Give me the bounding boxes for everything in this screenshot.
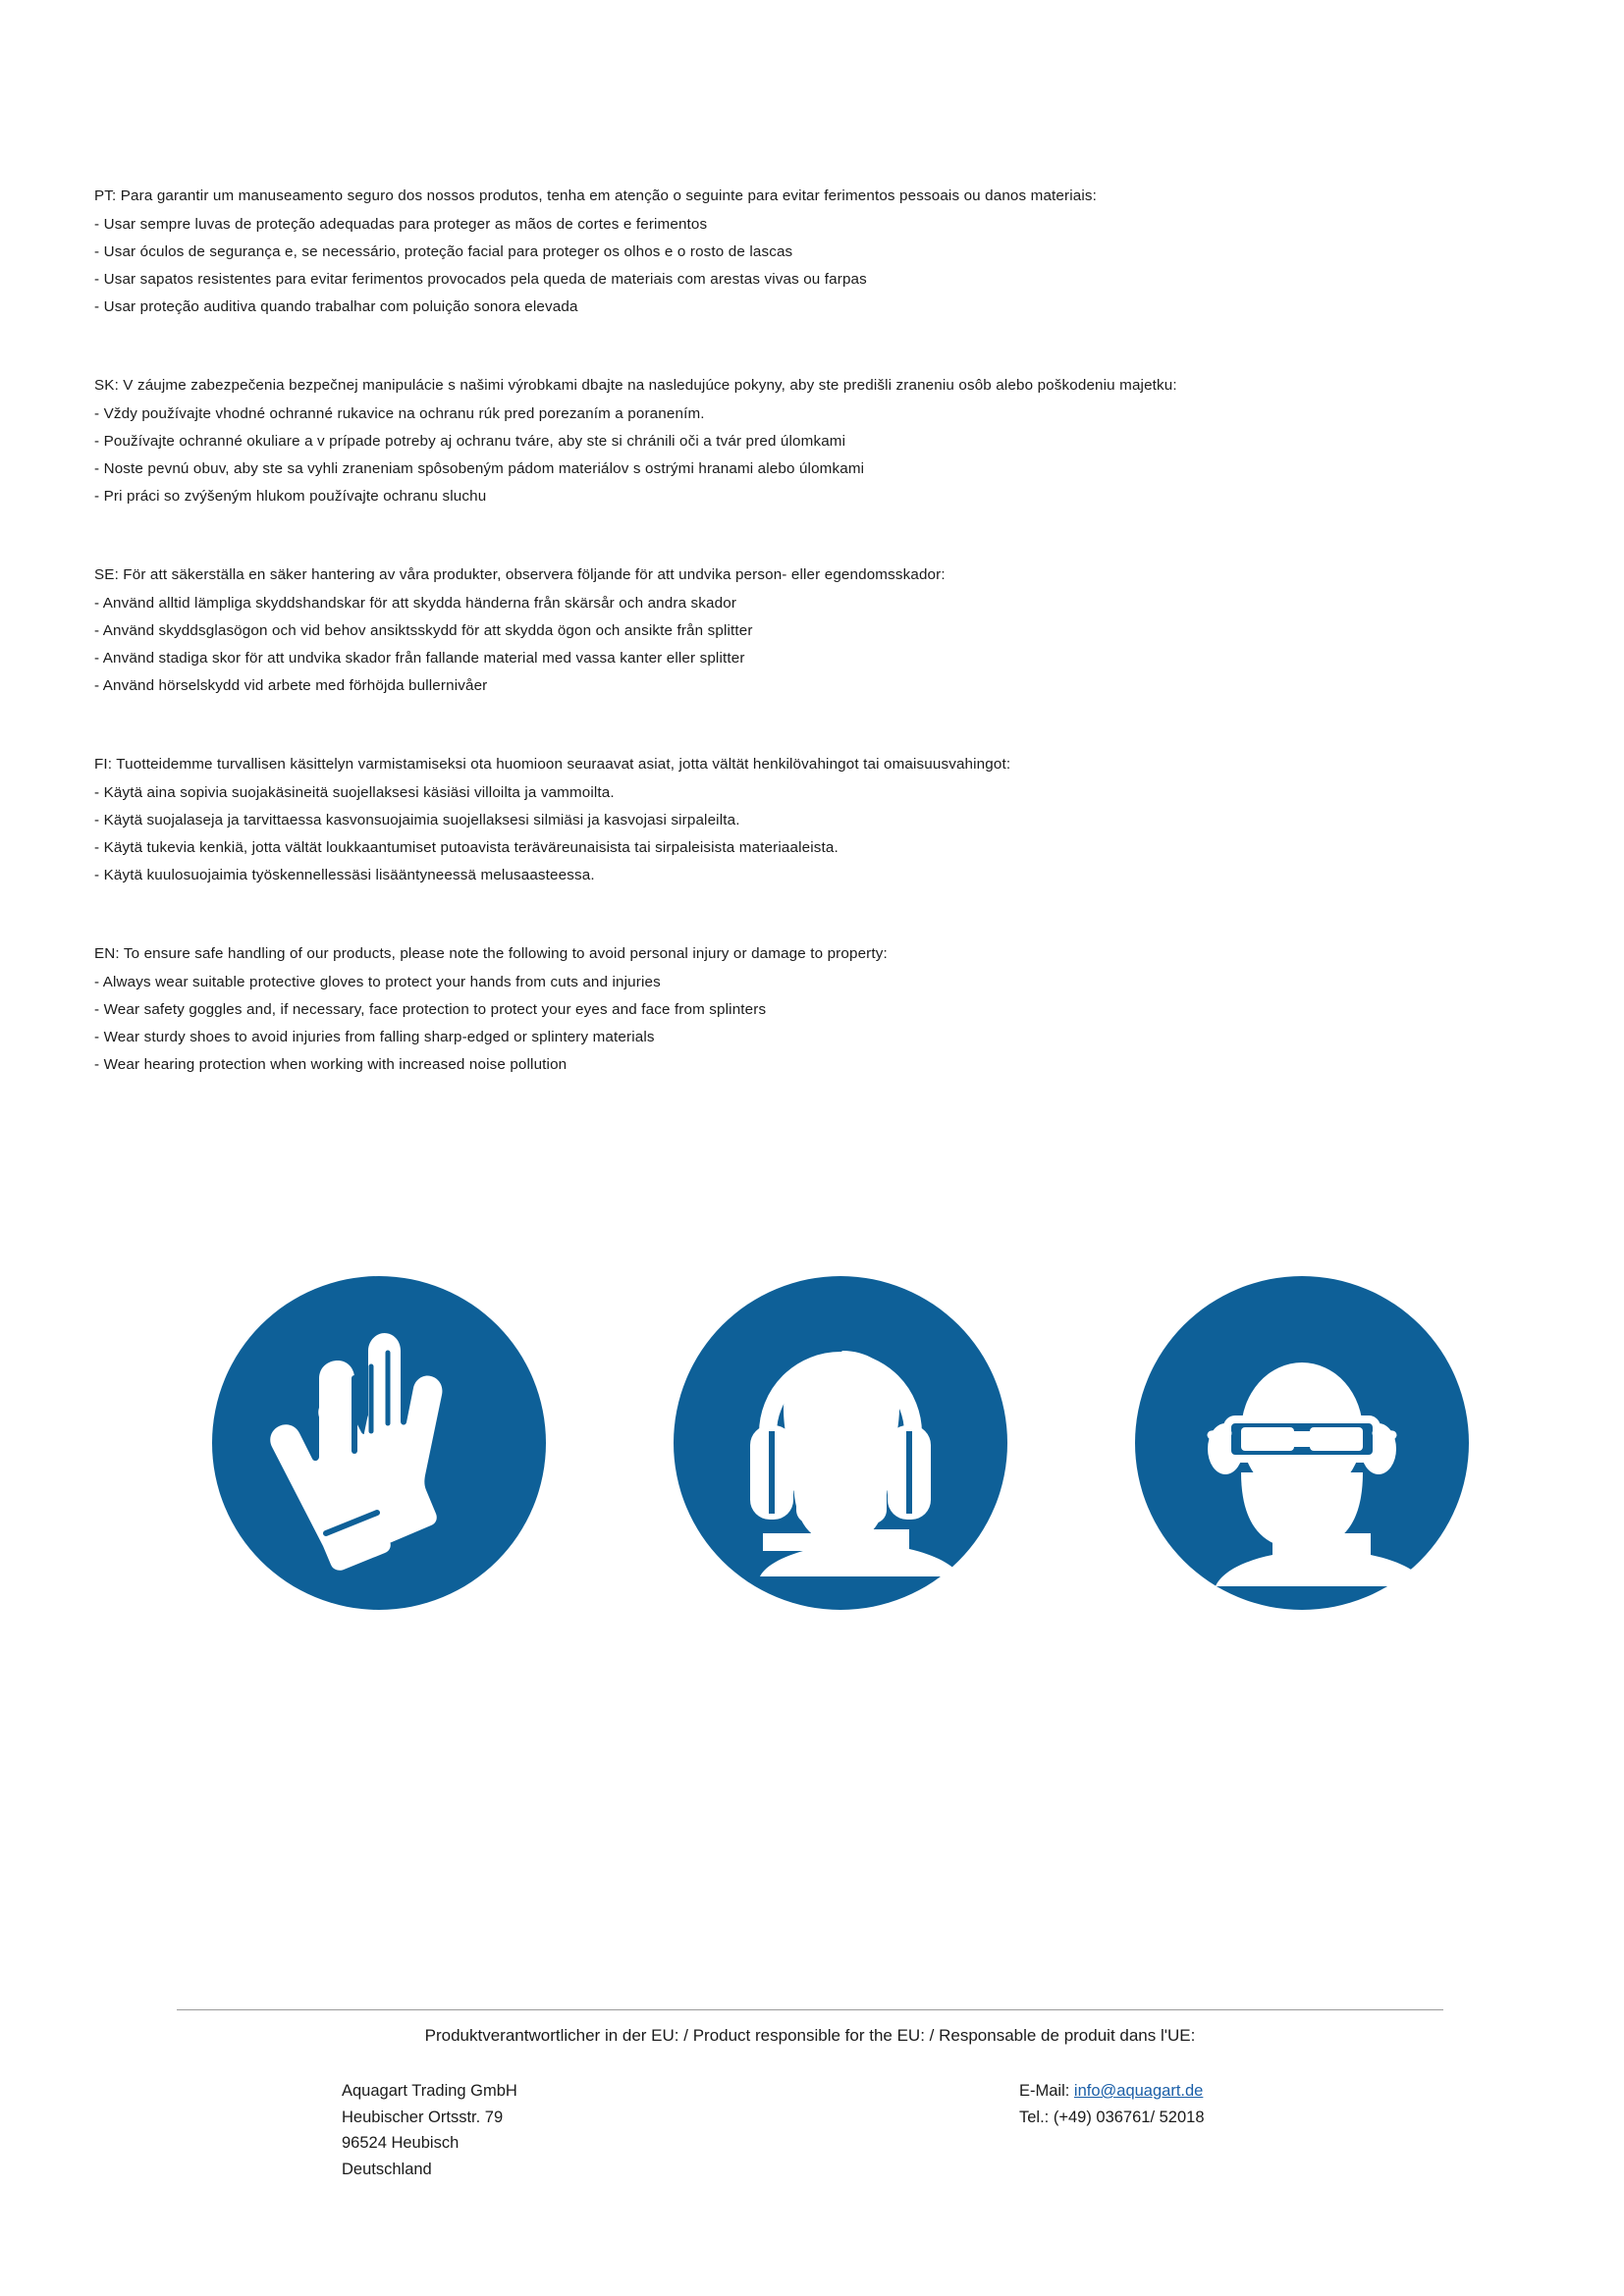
language-bullet-pt-4: - Usar proteção auditiva quando trabalhar com poluição sonora elevada bbox=[94, 298, 578, 315]
email-label: E-Mail: bbox=[1019, 2082, 1074, 2100]
language-bullet-se-2: - Använd skyddsglasögon och vid behov ansiktsskydd för att skydda ögon och ansikte från splitter bbox=[94, 622, 753, 639]
company-country: Deutschland bbox=[342, 2160, 432, 2178]
language-bullet-se-4: - Använd hörselskydd vid arbete med förhöjda bullernivåer bbox=[94, 677, 488, 694]
language-bullet-pt-3: - Usar sapatos resistentes para evitar ferimentos provocados pela queda de materiais com arestas vivas ou farpas bbox=[94, 271, 867, 288]
language-block-se bbox=[94, 561, 1489, 700]
footer-title: Produktverantwortlicher in der EU: / Product responsible for the EU: / Responsable de produit dans l'UE: bbox=[424, 2026, 1196, 2045]
pictogram-row bbox=[94, 1276, 1489, 1629]
language-bullet-fi-1: - Käytä aina sopivia suojakäsineitä suojellaksesi käsiäsi villoilta ja vammoilta. bbox=[94, 784, 615, 801]
language-block-fi bbox=[94, 751, 1489, 889]
company-address bbox=[342, 2078, 1019, 2182]
language-bullet-en-3: - Wear sturdy shoes to avoid injuries from falling sharp-edged or splintery materials bbox=[94, 1029, 655, 1045]
wear-ear-protection-pictogram bbox=[674, 1276, 1007, 1610]
language-block-sk bbox=[94, 372, 1489, 510]
language-heading-se: SE: För att säkerställa en säker hantering av våra produkter, observera följande för att undvika person- eller egendomsskador: bbox=[94, 566, 946, 583]
language-bullet-en-2: - Wear safety goggles and, if necessary, face protection to protect your eyes and face from splinters bbox=[94, 1001, 767, 1018]
language-bullet-pt-2: - Usar óculos de segurança e, se necessário, proteção facial para proteger os olhos e o rosto de lascas bbox=[94, 243, 793, 260]
language-heading-pt: PT: Para garantir um manuseamento seguro dos nossos produtos, tenha em atenção o seguinte para evitar ferimentos pessoais ou danos materiais: bbox=[94, 187, 1097, 204]
language-bullet-pt-1: - Usar sempre luvas de proteção adequadas para proteger as mãos de cortes e ferimentos bbox=[94, 216, 708, 233]
language-bullet-se-1: - Använd alltid lämpliga skyddshandskar för att skydda händerna från skärsår och andra skador bbox=[94, 595, 737, 612]
language-bullet-sk-2: - Používajte ochranné okuliare a v prípade potreby aj ochranu tváre, aby ste si chránili oči a tvár pred úlomkami bbox=[94, 433, 846, 450]
company-city: 96524 Heubisch bbox=[342, 2134, 460, 2152]
footer-divider bbox=[177, 2009, 1443, 2010]
wear-protective-gloves-pictogram bbox=[212, 1276, 546, 1610]
language-heading-fi: FI: Tuotteidemme turvallisen käsittelyn varmistamiseksi ota huomioon seuraavat asiat, jotta vältät henkilövahingot tai omaisuusvahingot: bbox=[94, 756, 1011, 773]
wear-eye-protection-pictogram bbox=[1135, 1276, 1469, 1610]
company-contact bbox=[1019, 2078, 1441, 2182]
company-street: Heubischer Ortsstr. 79 bbox=[342, 2108, 504, 2126]
email-line bbox=[1019, 2078, 1441, 2105]
language-bullet-en-1: - Always wear suitable protective gloves to protect your hands from cuts and injuries bbox=[94, 974, 661, 990]
language-bullet-sk-4: - Pri práci so zvýšeným hlukom používajte ochranu sluchu bbox=[94, 488, 487, 505]
language-heading-en: EN: To ensure safe handling of our products, please note the following to avoid personal injury or damage to property: bbox=[94, 945, 888, 962]
language-bullet-fi-3: - Käytä tukevia kenkiä, jotta vältät loukkaantumiset putoavista teräväreunaisista tai sirpaleisista materiaaleista. bbox=[94, 839, 839, 856]
language-bullet-se-3: - Använd stadiga skor för att undvika skador från fallande material med vassa kanter eller splitter bbox=[94, 650, 745, 667]
language-bullet-sk-1: - Vždy používajte vhodné ochranné rukavice na ochranu rúk pred porezaním a poranením. bbox=[94, 405, 705, 422]
footer bbox=[177, 2009, 1443, 2182]
language-block-en bbox=[94, 940, 1489, 1079]
phone-line: Tel.: (+49) 036761/ 52018 bbox=[1019, 2108, 1205, 2126]
language-bullet-fi-4: - Käytä kuulosuojaimia työskennellessäsi lisääntyneessä melusaasteessa. bbox=[94, 867, 595, 883]
safety-instructions-text bbox=[94, 183, 1489, 1130]
language-bullet-en-4: - Wear hearing protection when working with increased noise pollution bbox=[94, 1056, 568, 1073]
language-bullet-sk-3: - Noste pevnú obuv, aby ste sa vyhli zraneniam spôsobeným pádom materiálov s ostrými hranami alebo úlomkami bbox=[94, 460, 865, 477]
language-block-pt bbox=[94, 183, 1489, 321]
language-bullet-fi-2: - Käytä suojalaseja ja tarvittaessa kasvonsuojaimia suojellaksesi silmiäsi ja kasvojasi sirpaleilta. bbox=[94, 812, 740, 828]
company-name: Aquagart Trading GmbH bbox=[342, 2082, 517, 2100]
language-heading-sk: SK: V záujme zabezpečenia bezpečnej manipulácie s našimi výrobkami dbajte na nasledujúce pokyny, aby ste predišli zraneniu osôb alebo poškodeniu majetku: bbox=[94, 377, 1177, 394]
email-link[interactable]: info@aquagart.de bbox=[1073, 2082, 1204, 2100]
